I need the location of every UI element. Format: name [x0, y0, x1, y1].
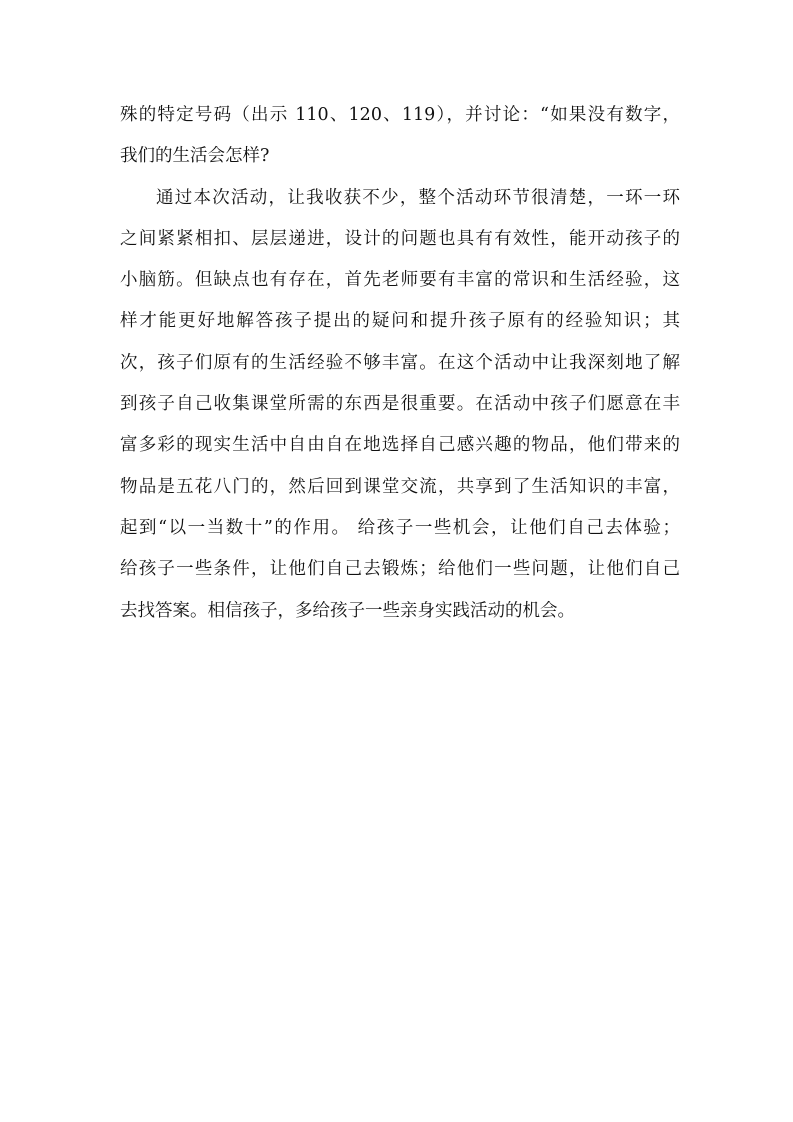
text-line: 去找答案。相信孩子，多给孩子一些亲身实践活动的机会。 [120, 600, 575, 621]
body-text [120, 95, 680, 632]
text-line: 次，孩子们原有的生活经验不够丰富。在这个活动中让我深刻地了解 [120, 352, 680, 373]
paragraph-first-line: 通过本次活动，让我收获不少，整个活动环节很清楚，一环一环 [156, 187, 680, 208]
text-line: 富多彩的现实生活中自由自在地选择自己感兴趣的物品，他们带来的 [120, 435, 680, 456]
text-line: 我们的生活会怎样? [120, 146, 270, 167]
text-line: 到孩子自己收集课堂所需的东西是很重要。在活动中孩子们愿意在丰 [120, 394, 680, 415]
text-line: 小脑筋。但缺点也有存在，首先老师要有丰富的常识和生活经验，这 [120, 270, 680, 291]
text-line: 样才能更好地解答孩子提出的疑问和提升孩子原有的经验知识；其 [120, 311, 680, 332]
text-line: 给孩子一些条件，让他们自己去锻炼；给他们一些问题，让他们自己 [120, 559, 680, 580]
text-line: 起到“以一当数十”的作用。 给孩子一些机会，让他们自己去体验； [120, 517, 680, 538]
text-line: 物品是五花八门的，然后回到课堂交流，共享到了生活知识的丰富， [120, 476, 680, 497]
text-line: 殊的特定号码（出示 110、120、119），并讨论：“如果没有数字， [120, 105, 680, 125]
text-line: 之间紧紧相扣、层层递进，设计的问题也具有有效性，能开动孩子的 [120, 228, 680, 249]
